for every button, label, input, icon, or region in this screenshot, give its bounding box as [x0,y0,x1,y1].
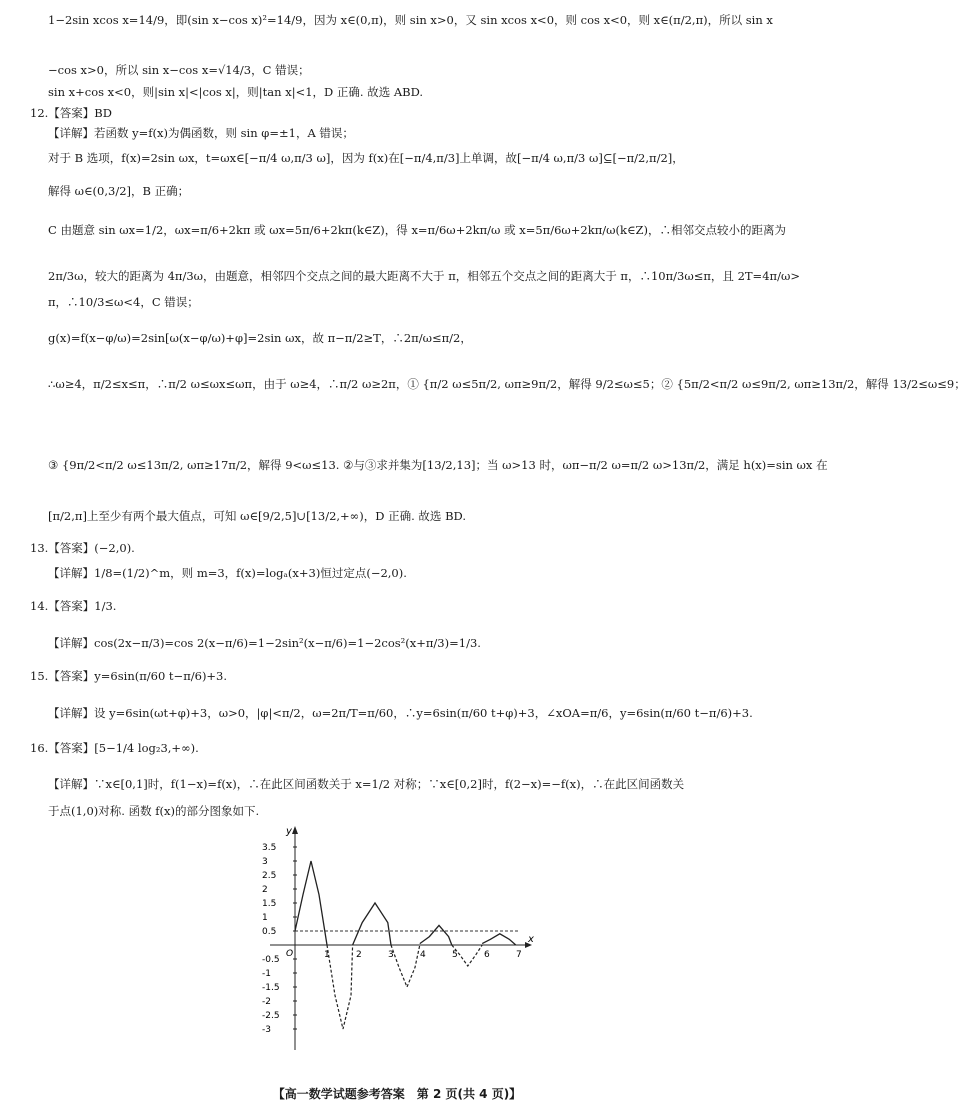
text-line: 16.【答案】[5−1/4 log₂3,+∞). [30,741,199,755]
curve-dashed [327,945,482,1029]
text-line: 【详解】∵x∈[0,1]时，f(1−x)=f(x)，∴在此区间函数关于 x=1/2 对称；∵x∈[0,2]时，f(2−x)=−f(x)，∴在此区间函数关 [48,777,685,791]
y-tick-label: 2.5 [262,871,277,881]
text-line: −cos x>0，所以 sin x−cos x=√14/3，C 错误； [48,63,310,77]
y-axis-ticks [262,843,297,1035]
text-line: 2π/3ω，较大的距离为 4π/3ω，由题意，相邻四个交点之间的最大距离不大于 π，相邻五个交点之间的距离大于 π，∴10π/3ω≤π，且 2T=4π/ω> [48,269,800,283]
text-line: 【详解】若函数 y=f(x)为偶函数，则 sin φ=±1，A 错误； [48,126,354,140]
y-tick-label: 1 [262,913,268,923]
text-line: 14.【答案】1/3. [30,599,117,613]
text-line: ∴ω≥4，π/2≤x≤π，∴π/2 ω≤ωx≤ωπ，由于 ω≥4，∴π/2 ω≥2π，① {π/2 ω≤5π/2, ωπ≥9π/2，解得 9/2≤ω≤5；② {5π/2<π/2 ω≤9π/2, ωπ≥13π/2，解得 13/2≤ω≤9； [48,377,966,391]
curve-solid [295,861,516,945]
y-tick-label: -1.5 [262,983,280,993]
x-tick-label: 2 [356,950,362,960]
x-tick-label: 7 [516,950,522,960]
text-line: 15.【答案】y=6sin(π/60 t−π/6)+3. [30,669,228,683]
text-line: 1−2sin xcos x=14/9，即(sin x−cos x)²=14/9，因为 x∈(0,π)，则 sin x>0，又 sin xcos x<0，则 cos x<0，则 x∈(π/2,π)，所以 sin x [48,13,773,27]
x-tick-label: 4 [420,950,426,960]
text-line: 对于 B 选项，f(x)=2sin ωx，t=ωx∈[−π/4 ω,π/3 ω]，因为 f(x)在[−π/4,π/3]上单调，故[−π/4 ω,π/3 ω]⊆[−π/2,π/2]， [48,151,684,165]
text-line: C 由题意 sin ωx=1/2，ωx=π/6+2kπ 或 ωx=5π/6+2kπ(k∈Z)，得 x=π/6ω+2kπ/ω 或 x=5π/6ω+2kπ/ω(k∈Z)，∴相邻交点较小的距离为 [48,223,786,237]
y-tick-label: 0.5 [262,927,277,937]
function-graph [260,820,540,1060]
y-axis-arrow [292,826,298,834]
page-footer: 【高一数学试题参考答案 第 2 页(共 4 页)】 [272,1087,522,1101]
text-line: g(x)=f(x−φ/ω)=2sin[ω(x−φ/ω)+φ]=2sin ωx，故 π−π/2≥T，∴2π/ω≤π/2， [48,331,472,345]
y-tick-label: 3.5 [262,843,277,853]
x-tick-label: 1 [324,950,330,960]
y-tick-label: -2.5 [262,1011,280,1021]
origin-label: O [286,949,294,959]
x-axis-label: x [528,934,534,945]
text-line: 【详解】1/8=(1/2)^m，则 m=3，f(x)=logₐ(x+3)恒过定点(−2,0). [48,566,407,580]
y-tick-label: -0.5 [262,955,280,965]
x-tick-label: 6 [484,950,490,960]
text-line: 13.【答案】(−2,0). [30,541,135,555]
y-tick-label: 1.5 [262,899,277,909]
text-line: 12.【答案】BD [30,106,112,120]
text-line: 【详解】cos(2x−π/3)=cos 2(x−π/6)=1−2sin²(x−π/6)=1−2cos²(x+π/3)=1/3. [48,636,481,650]
text-line: ③ {9π/2<π/2 ω≤13π/2, ωπ≥17π/2，解得 9<ω≤13. ②与③求并集为[13/2,13]；当 ω>13 时，ωπ−π/2 ω=π/2 ω>13π/2，满足 h(x)=sin ωx 在 [48,458,828,472]
y-axis-label: y [286,826,292,837]
y-tick-label: -2 [262,997,271,1007]
x-tick-label: 3 [388,950,394,960]
text-line: π，∴10/3≤ω<4，C 错误； [48,295,199,309]
text-line: 解得 ω∈(0,3/2]，B 正确； [48,184,190,198]
text-line: sin x+cos x<0，则|sin x|<|cos x|，则|tan x|<1，D 正确. 故选 ABD. [48,85,424,99]
x-axis-ticks [324,950,522,960]
y-tick-label: -1 [262,969,271,979]
y-tick-label: 2 [262,885,268,895]
y-tick-label: -3 [262,1025,271,1035]
x-tick-label: 5 [452,950,458,960]
text-line: 于点(1,0)对称. 函数 f(x)的部分图象如下. [48,804,260,818]
text-line: [π/2,π]上至少有两个最大值点，可知 ω∈[9/2,5]∪[13/2,+∞)，D 正确. 故选 BD. [48,509,466,523]
text-line: 【详解】设 y=6sin(ωt+φ)+3，ω>0，|φ|<π/2，ω=2π/T=π/60，∴y=6sin(π/60 t+φ)+3，∠xOA=π/6，y=6sin(π/60 t−π/6)+3. [48,706,753,720]
y-tick-label: 3 [262,857,268,867]
